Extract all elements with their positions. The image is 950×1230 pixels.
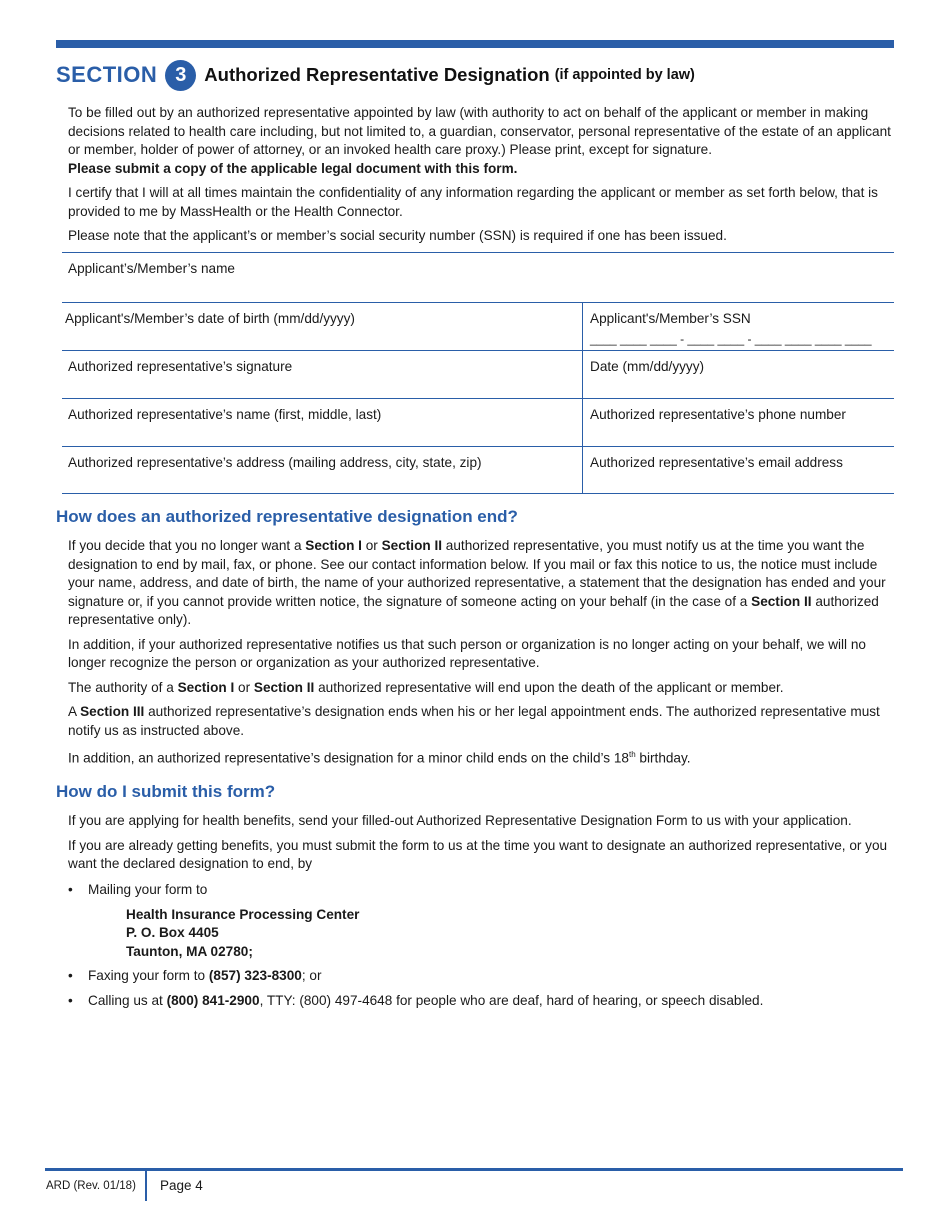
form-row-signature-date xyxy=(62,350,894,398)
section-word: SECTION xyxy=(56,62,158,87)
ssn-blanks: ____ ____ ____ - ____ ____ - ____ ____ ____ ____ xyxy=(590,332,872,346)
footer-revision: ARD (Rev. 01/18) xyxy=(46,1180,136,1192)
footer-divider xyxy=(145,1171,147,1201)
intro-bold-instruction: Please submit a copy of the applicable legal document with this form. xyxy=(68,160,518,176)
intro-paragraph-2: I certify that I will at all times maintain the confidentiality of any information regarding the applicant or member as set forth below, that is provided to me by MassHealth or the Health Connector. xyxy=(68,185,878,219)
form-row-member-name xyxy=(62,252,894,302)
address-line-3: Taunton, MA 02780; xyxy=(126,943,253,959)
rep-signature-field[interactable] xyxy=(62,351,582,398)
address-line-1: Health Insurance Processing Center xyxy=(126,906,360,922)
member-name-label: Applicant’s/Member’s name xyxy=(68,261,235,276)
rep-email-field[interactable] xyxy=(582,447,894,493)
rep-phone-field[interactable] xyxy=(582,399,894,446)
dob-field[interactable] xyxy=(62,303,582,350)
form-row-address-email xyxy=(62,446,894,494)
submit-section-text xyxy=(68,812,894,880)
end-paragraph-2: In addition, if your authorized representative notifies us that such person or organization is no longer acting on your behalf, we will no longer recognize the person or organization as your authorized representative. xyxy=(68,636,866,670)
section-subtitle: (if appointed by law) xyxy=(554,67,695,83)
end-section-text xyxy=(68,537,894,774)
submit-paragraph-1: If you are applying for health benefits, send your filled-out Authorized Representative Designation Form to us with your application. xyxy=(68,813,852,828)
submit-section-heading: How do I submit this form? xyxy=(56,782,276,801)
rep-address-field[interactable] xyxy=(62,447,582,493)
mailing-address xyxy=(126,906,894,962)
list-item-fax: • Faxing your form to (857) 323-8300; or xyxy=(68,967,894,986)
end-section-heading: How does an authorized representative designation end? xyxy=(56,507,518,526)
rep-phone-label: Authorized representative’s phone number xyxy=(590,407,846,422)
dob-label: Applicant's/Member’s date of birth (mm/dd/yyyy) xyxy=(65,311,355,326)
rep-email-label: Authorized representative’s email address xyxy=(590,455,843,470)
submit-methods-list xyxy=(68,881,894,1016)
intro-text xyxy=(68,104,894,252)
rep-address-label: Authorized representative’s address (mailing address, city, state, zip) xyxy=(68,455,482,470)
bullet-dot: • xyxy=(68,968,73,983)
phone-number: (800) 841-2900 xyxy=(166,992,260,1008)
intro-paragraph-1: To be filled out by an authorized representative appointed by law (with authority to act on behalf of the applicant or member in making decisions related to health care including, but not limited to, a guardian, conservator, personal representative of the estate of an applicant or member, holder of power of attorney, or an invoked health care proxy.) Please print, except for signature. Please submit a copy of the applicable legal document with this form. xyxy=(68,105,891,176)
ssn-label: Applicant's/Member’s SSN xyxy=(590,311,751,326)
end-paragraph-1: If you decide that you no longer want a Section I or Section II authorized representative, you must notify us at the time you want the designation to end by mail, fax, or phone. See our contact information below. If you mail or fax this notice to us, the notice must include your name, address, and date of birth, the name of your authorized representative, a statement that the designation has ended and your signature or, if you cannot provide written notice, the signature of someone acting on your behalf (in the case of a Section II authorized representative only). xyxy=(68,538,886,627)
end-paragraph-4: A Section III authorized representative’s designation ends when his or her legal appointment ends. The authorized representative must notify us as instructed above. xyxy=(68,704,880,738)
top-rule xyxy=(56,40,894,48)
submit-paragraph-2: If you are already getting benefits, you must submit the form to us at the time you want to designate an authorized representative, or you want the declared designation to end, by xyxy=(68,837,888,871)
end-paragraph-3: The authority of a Section I or Section II authorized representative will end upon the death of the applicant or member. xyxy=(68,679,784,695)
form-row-dob-ssn xyxy=(62,302,894,350)
rep-name-label: Authorized representative’s name (first, middle, last) xyxy=(68,407,382,422)
bullet-dot: • xyxy=(68,882,73,897)
date-label: Date (mm/dd/yyyy) xyxy=(590,359,705,374)
section-header xyxy=(56,58,695,92)
form-row-name-phone xyxy=(62,398,894,446)
address-line-2: P. O. Box 4405 xyxy=(126,925,219,940)
designation-form xyxy=(62,252,894,494)
list-item-mail: • Mailing your form to xyxy=(68,881,894,900)
intro-paragraph-3: Please note that the applicant’s or member’s social security number (SSN) is required if one has been issued. xyxy=(68,228,727,243)
fax-number: (857) 323-8300 xyxy=(208,968,302,983)
member-name-field[interactable] xyxy=(62,253,894,303)
rep-name-field[interactable] xyxy=(62,399,582,446)
list-item-phone: • Calling us at (800) 841-2900, TTY: (800) 497-4648 for people who are deaf, hard of hearing, or speech disabled. xyxy=(68,992,894,1011)
rep-signature-label: Authorized representative’s signature xyxy=(68,359,293,374)
end-paragraph-5: In addition, an authorized representative’s designation for a minor child ends on the child’s 18th birthday. xyxy=(68,750,691,766)
section-title: Authorized Representative Designation xyxy=(204,64,550,85)
footer-rule xyxy=(45,1168,903,1171)
date-field[interactable] xyxy=(582,351,894,398)
footer-page-number: Page 4 xyxy=(160,1178,203,1193)
section-number-badge: 3 xyxy=(165,60,196,91)
bullet-dot: • xyxy=(68,992,73,1008)
ssn-field[interactable] xyxy=(582,303,894,350)
